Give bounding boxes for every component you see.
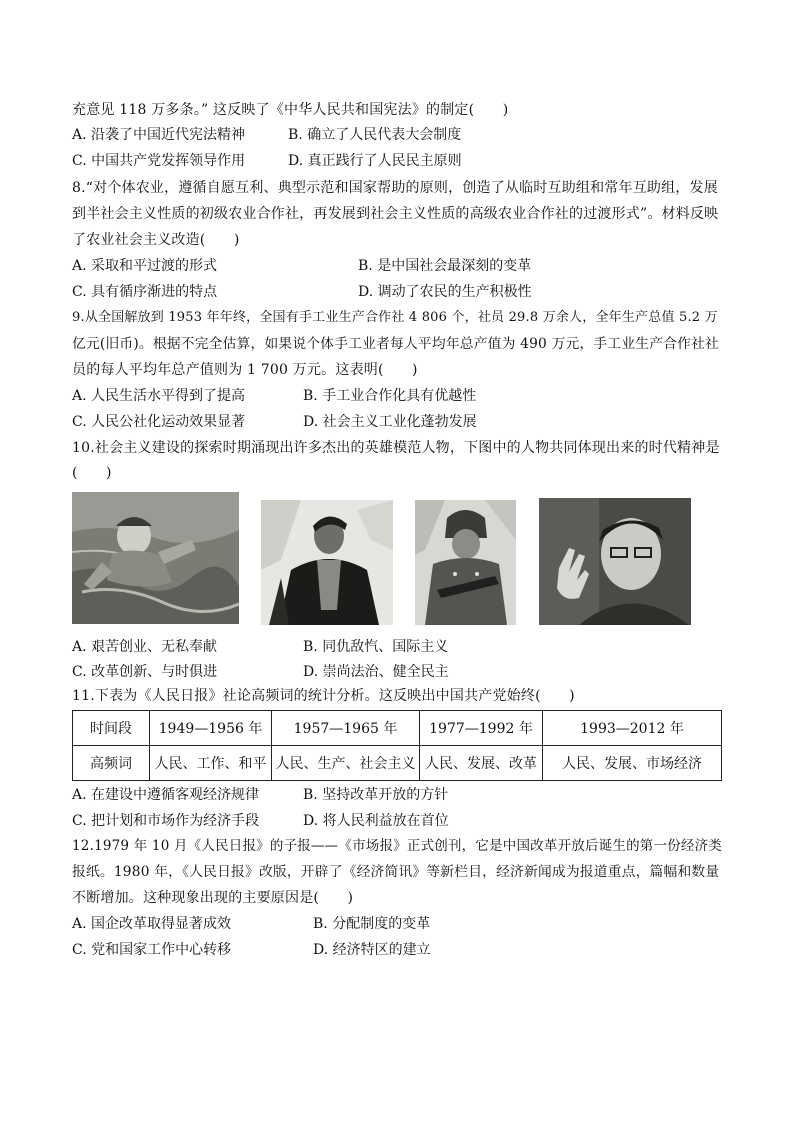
q11-option-b: B. 坚持改革开放的方针: [303, 787, 449, 803]
q7-option-b: B. 确立了人民代表大会制度: [288, 127, 462, 143]
table-header-row: [73, 711, 722, 746]
q12-option-b: B. 分配制度的变革: [313, 916, 431, 932]
q9-stem-line-1: 9.从全国解放到 1953 年年终，全国有手工业生产合作社 4 806 个，社员 29.8 万余人，全年生产总值 5.2 万: [72, 310, 718, 325]
q8-stem-line-3: 了农业社会主义改造( ): [72, 232, 240, 248]
hero-photo-mud: [72, 492, 239, 624]
q12-stem-line-2: 报纸。1980 年，《人民日报》改版，开辟了《经济简讯》等新栏目，经济新闻成为报道重点，篇幅和数量: [72, 864, 720, 880]
q11-stem: 11.下表为《人民日报》社论高频词的统计分析。这反映出中国共产党始终( ): [72, 688, 575, 704]
q11-option-d: D. 将人民利益放在首位: [303, 813, 449, 829]
q7-option-d: D. 真正践行了人民民主原则: [288, 153, 462, 169]
q9-option-c: C. 人民公社化运动效果显著: [72, 414, 246, 430]
q12-option-a: A. 国企改革取得显著成效: [72, 916, 232, 932]
table-cell: 人民、发展、改革: [420, 746, 543, 781]
q7-option-c: C. 中国共产党发挥领导作用: [72, 153, 246, 169]
table-cell: 人民、工作、和平: [150, 746, 272, 781]
q10-option-c: C. 改革创新、与时俱进: [72, 664, 218, 680]
q8-option-c: C. 具有循序渐进的特点: [72, 284, 218, 300]
q11-option-a: A. 在建设中遵循客观经济规律: [72, 787, 260, 803]
table-row: [73, 746, 722, 781]
hero-photo-soldier: [415, 500, 516, 625]
q12-stem-line-3: 不断增加。这种现象出现的主要原因是( ): [72, 890, 354, 906]
q12-stem-line-1: 12.1979 年 10 月《人民日报》的子报——《市场报》正式创刊，它是中国改革开放后诞生的第一份经济类: [72, 838, 722, 854]
q10-option-b: B. 同仇敌忾、国际主义: [303, 639, 449, 655]
table-cell: 1993—2012 年: [543, 711, 722, 746]
table-cell: 高频词: [73, 746, 150, 781]
q12-option-d: D. 经济特区的建立: [313, 942, 431, 958]
table-cell: 人民、发展、市场经济: [543, 746, 722, 781]
q11-option-c: C. 把计划和市场作为经济手段: [72, 813, 260, 829]
q9-option-a: A. 人民生活水平得到了提高: [72, 388, 246, 404]
q8-option-b: B. 是中国社会最深刻的变革: [358, 258, 532, 274]
q8-option-d: D. 调动了农民的生产积极性: [358, 284, 532, 300]
table-cell: 1949—1956 年: [150, 711, 272, 746]
q10-option-d: D. 崇尚法治、健全民主: [303, 664, 449, 680]
q7-option-a: A. 沿袭了中国近代宪法精神: [72, 127, 246, 143]
keyword-table: [72, 710, 722, 781]
q9-option-d: D. 社会主义工业化蓬勃发展: [303, 414, 477, 430]
q10-option-a: A. 艰苦创业、无私奉献: [72, 639, 218, 655]
q12-option-c: C. 党和国家工作中心转移: [72, 942, 232, 958]
hero-photo-elder: [539, 498, 691, 625]
q8-stem-line-2: 到半社会主义性质的初级农业合作社，再发展到社会主义性质的高级农业合作社的过渡形式”。材料反映: [72, 206, 719, 222]
hero-photo-jacket: [261, 500, 393, 625]
q7-stem: 充意见 118 万多条。” 这反映了《中华人民共和国宪法》的制定( ): [72, 102, 509, 118]
table-cell: 1957—1965 年: [272, 711, 420, 746]
q8-stem-line-1: 8.“对个体农业，遵循自愿互利、典型示范和国家帮助的原则，创造了从临时互助组和常年互助组，发展: [72, 180, 718, 196]
q9-option-b: B. 手工业合作化具有优越性: [303, 388, 477, 404]
q10-stem-line-1: 10.社会主义建设的探索时期涌现出许多杰出的英雄模范人物，下图中的人物共同体现出来的时代精神是: [72, 440, 720, 456]
q8-option-a: A. 采取和平过渡的形式: [72, 258, 218, 274]
table-cell: 1977—1992 年: [420, 711, 543, 746]
q9-stem-line-2: 亿元(旧币)。根据不完全估算，如果说个体手工业者每人平均年总产值为 490 万元，手工业生产合作社社: [72, 336, 719, 352]
table-cell: 人民、生产、社会主义: [272, 746, 420, 781]
table-cell: 时间段: [73, 711, 150, 746]
q10-stem-line-2: ( ): [72, 465, 112, 481]
q9-stem-line-3: 员的每人平均年总产值则为 1 700 万元。这表明( ): [72, 362, 418, 378]
